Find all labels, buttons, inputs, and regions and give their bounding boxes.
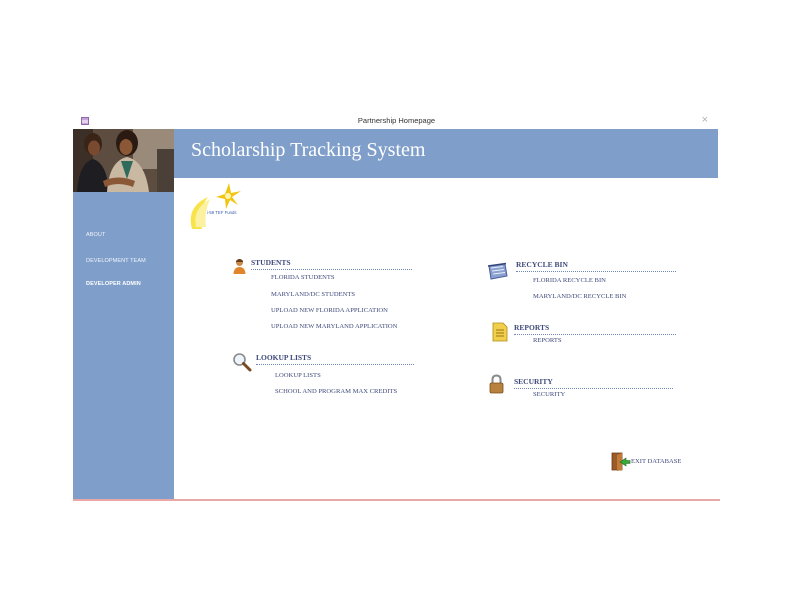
sidebar-item-developer-admin[interactable]: DEVELOPER ADMIN: [86, 281, 141, 287]
students-heading: STUDENTS: [251, 258, 412, 270]
page-title: Scholarship Tracking System: [191, 139, 426, 161]
report-icon: [492, 322, 508, 347]
sidebar: [73, 129, 174, 499]
student-icon: [233, 258, 246, 279]
header-banner: [174, 129, 718, 178]
header-photo: [73, 129, 174, 192]
magnifier-icon: [232, 352, 252, 377]
logo-caption: i-59 TEF Funds: [207, 210, 237, 215]
title-bar: [73, 113, 720, 129]
security-link[interactable]: SECURITY: [533, 391, 566, 398]
upload-florida-application-link[interactable]: UPLOAD NEW FLORIDA APPLICATION: [271, 307, 388, 314]
maryland-dc-students-link[interactable]: MARYLAND/DC STUDENTS: [271, 291, 356, 298]
padlock-icon: [489, 374, 504, 399]
lookup-lists-heading: LOOKUP LISTS: [256, 353, 414, 365]
recycle-bin-icon: [487, 262, 509, 286]
florida-students-link[interactable]: FLORIDA STUDENTS: [271, 274, 335, 281]
recycle-bin-heading: RECYCLE BIN: [516, 260, 676, 272]
security-heading: SECURITY: [514, 377, 673, 389]
reports-heading: REPORTS: [514, 323, 676, 335]
window-title: Partnership Homepage: [357, 116, 436, 125]
school-program-max-credits-link[interactable]: SCHOOL AND PROGRAM MAX CREDITS: [275, 388, 398, 395]
exit-database-button[interactable]: EXIT DATABASE: [631, 458, 682, 465]
florida-recycle-bin-link[interactable]: FLORIDA RECYCLE BIN: [533, 277, 606, 284]
tef-funds-logo: [186, 183, 246, 231]
exit-door-icon[interactable]: [610, 451, 631, 477]
maryland-dc-recycle-bin-link[interactable]: MARYLAND/DC RECYCLE BIN: [533, 293, 627, 300]
reports-link[interactable]: REPORTS: [533, 337, 562, 344]
lookup-lists-link[interactable]: LOOKUP LISTS: [275, 372, 321, 379]
close-button[interactable]: ×: [701, 114, 708, 126]
sidebar-item-about[interactable]: ABOUT: [86, 232, 106, 238]
app-window: [73, 113, 720, 501]
upload-maryland-application-link[interactable]: UPLOAD NEW MARYLAND APPLICATION: [271, 323, 398, 330]
sidebar-item-development-team[interactable]: DEVELOPMENT TEAM: [86, 258, 146, 264]
